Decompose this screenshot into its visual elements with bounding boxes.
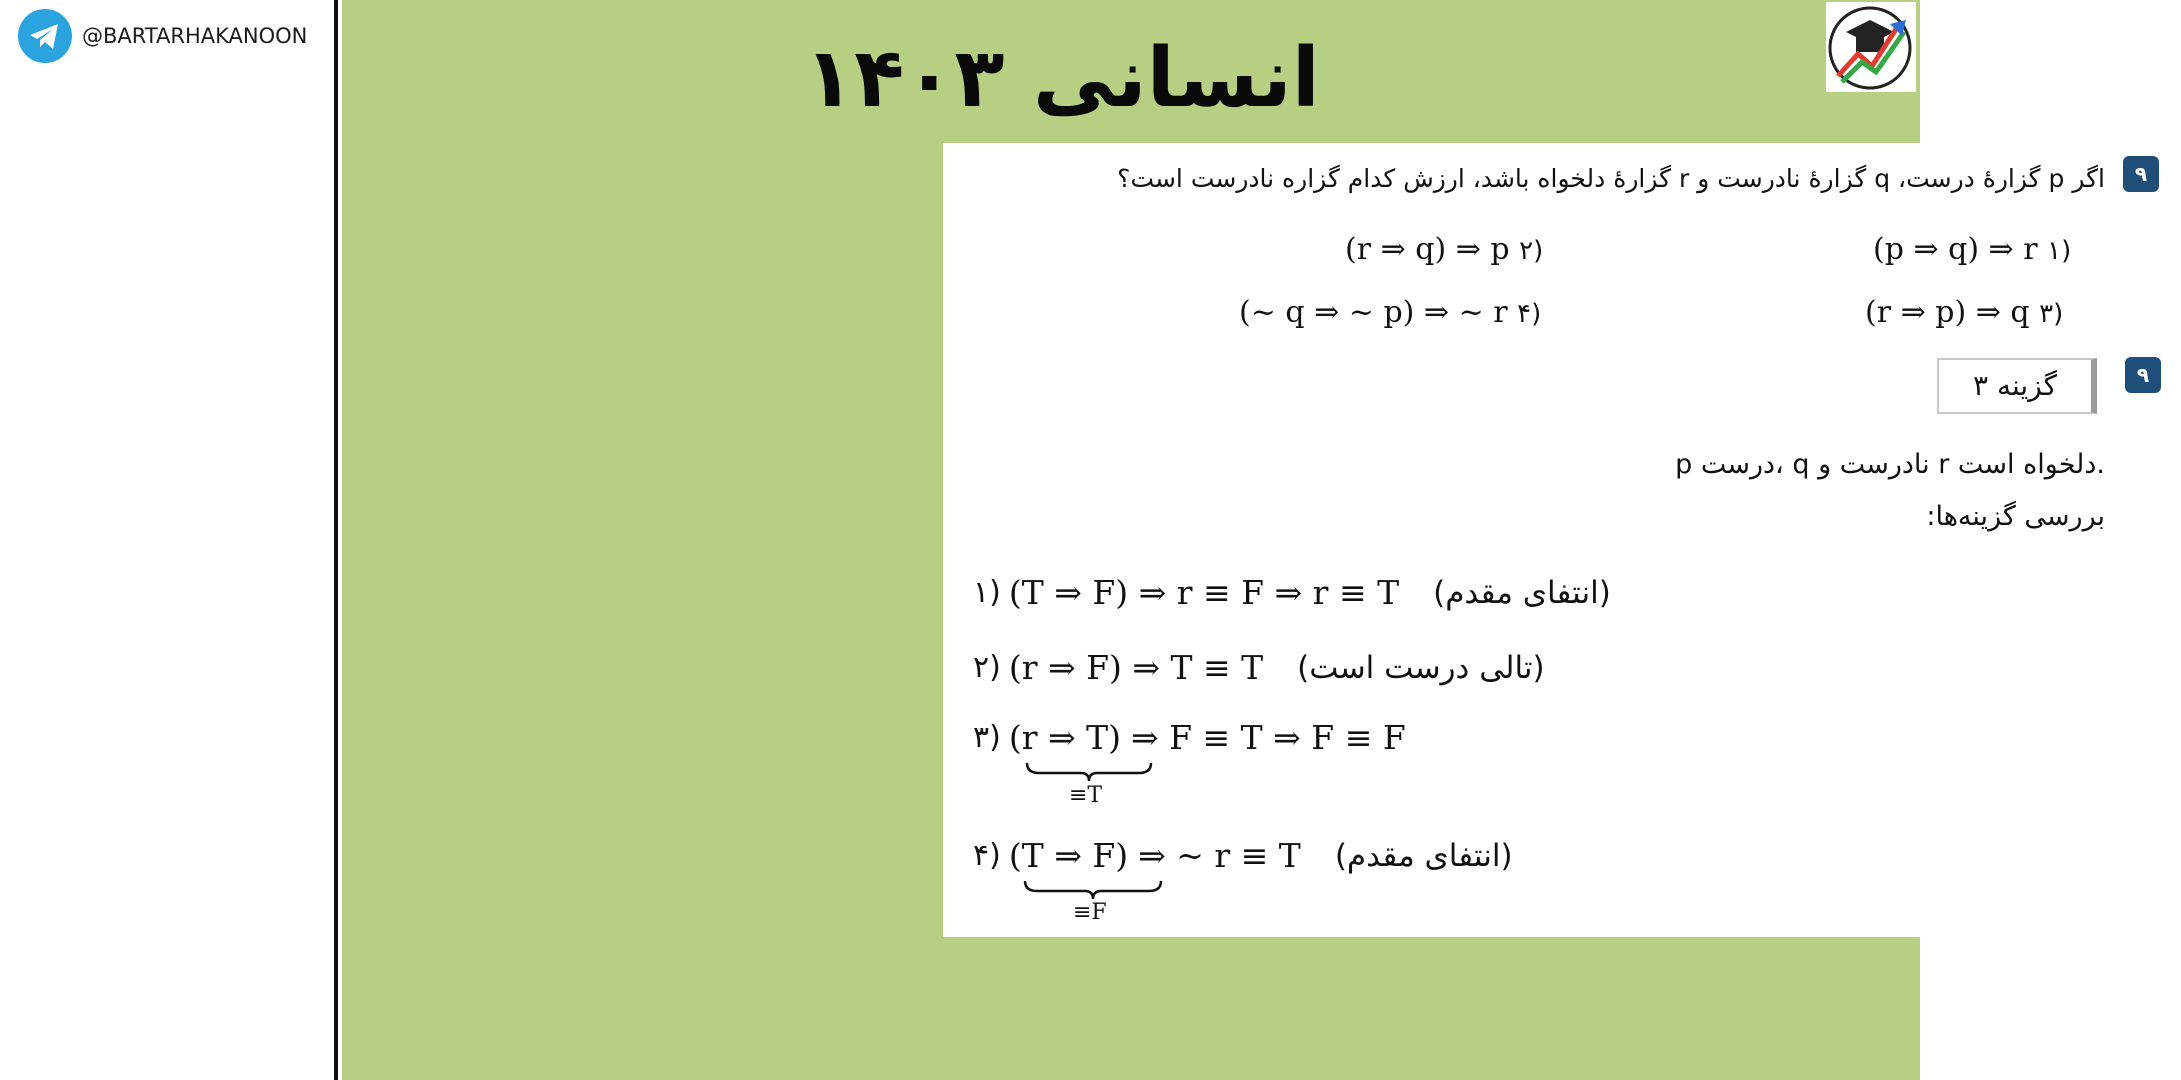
check-index: ۳) bbox=[973, 720, 1001, 755]
answer-label: گزینه ۳ bbox=[1937, 358, 2097, 414]
option-1 bbox=[1873, 228, 2071, 273]
check-row-3 bbox=[973, 713, 1973, 763]
underbrace bbox=[1023, 879, 1163, 901]
option-num: ۱) bbox=[2047, 236, 2072, 266]
underbrace-label: ≡F bbox=[1073, 900, 1107, 925]
question-text: اگر p گزارهٔ درست، q گزارهٔ نادرست و r گزارهٔ دلخواه باشد، ارزش کدام گزاره نادرست است؟ bbox=[1117, 164, 2105, 193]
option-expr: (~ q ⇒ ~ p) ⇒ ~ r bbox=[1239, 295, 1508, 330]
option-expr: (r ⇒ q) ⇒ p bbox=[1345, 232, 1510, 267]
option-num: ۴) bbox=[1517, 299, 1542, 329]
question-card bbox=[943, 143, 2181, 937]
check-expression: ⇒ F ≡ T ⇒ F ≡ F bbox=[1131, 718, 1406, 757]
check-note: (انتفای مقدم) bbox=[1334, 838, 1513, 874]
check-note: (انتفای مقدم) bbox=[1433, 575, 1611, 611]
left-panel bbox=[0, 0, 338, 1080]
check-row-2 bbox=[973, 643, 1973, 693]
check-row-4 bbox=[973, 831, 1973, 881]
check-expression: (r ⇒ F) ⇒ T ≡ T bbox=[1008, 648, 1264, 687]
slide bbox=[342, 0, 2150, 1080]
telegram-handle: @BARTARHAKANOON bbox=[82, 24, 308, 48]
check-index: ۲) bbox=[973, 650, 1001, 685]
review-heading: بررسی گزینه‌ها: bbox=[1926, 501, 2105, 532]
check-expression: (T ⇒ F) ⇒ r ≡ F ⇒ r ≡ T bbox=[1008, 573, 1400, 612]
telegram-icon bbox=[18, 9, 72, 63]
given-statement: p درست، q نادرست و r دلخواه است. bbox=[1675, 449, 2105, 480]
option-3 bbox=[1865, 291, 2063, 336]
check-index: ۴) bbox=[973, 838, 1001, 873]
underbrace bbox=[1025, 761, 1153, 783]
question-number-badge: ۹ bbox=[2123, 156, 2159, 192]
option-4 bbox=[1239, 291, 1541, 336]
telegram-link[interactable] bbox=[18, 8, 307, 64]
underbrace-label: ≡T bbox=[1069, 783, 1103, 808]
check-note: (تالی درست است) bbox=[1297, 650, 1545, 686]
check-expression-group: (r ⇒ T) bbox=[1008, 718, 1121, 757]
check-expression-group: (T ⇒ F) bbox=[1008, 836, 1129, 875]
graduation-cap-chart-icon bbox=[1826, 2, 1916, 92]
option-expr: (r ⇒ p) ⇒ q bbox=[1865, 295, 2030, 330]
answer-number-badge: ۹ bbox=[2125, 357, 2161, 393]
check-index: ۱) bbox=[973, 575, 1001, 610]
option-num: ۲) bbox=[1519, 236, 1544, 266]
option-expr: (p ⇒ q) ⇒ r bbox=[1873, 232, 2038, 267]
option-num: ۳) bbox=[2039, 299, 2064, 329]
check-expression: ⇒ ~ r ≡ T bbox=[1138, 836, 1301, 875]
option-2 bbox=[1345, 228, 1543, 273]
page-title: انسانی ۱۴۰۳ bbox=[804, 31, 1320, 126]
check-row-1 bbox=[973, 568, 1973, 618]
